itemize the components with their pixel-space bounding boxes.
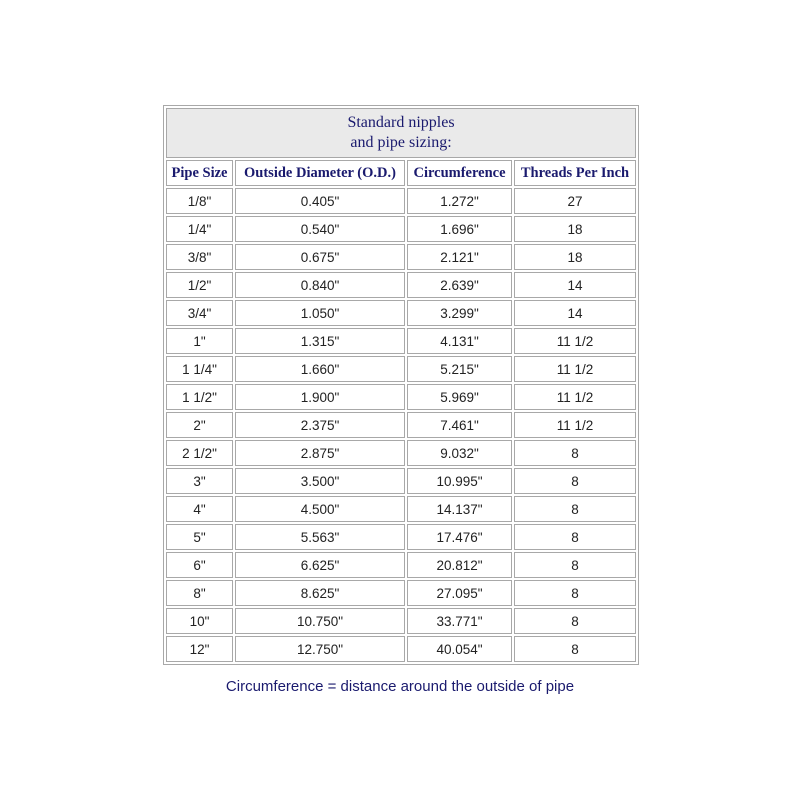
- cell-circumference: 9.032": [407, 440, 512, 466]
- cell-pipe-size: 2": [166, 412, 233, 438]
- table-row: [166, 412, 636, 438]
- cell-outside-diameter: 6.625": [235, 552, 405, 578]
- cell-pipe-size: 10": [166, 608, 233, 634]
- cell-pipe-size: 3": [166, 468, 233, 494]
- header-pipe-size: Pipe Size: [166, 160, 233, 186]
- cell-threads-per-inch: 11 1/2: [514, 384, 636, 410]
- cell-threads-per-inch: 8: [514, 580, 636, 606]
- cell-circumference: 5.215": [407, 356, 512, 382]
- table-row: [166, 300, 636, 326]
- table-row: [166, 552, 636, 578]
- table-title-line-2: and pipe sizing:: [350, 134, 452, 151]
- cell-outside-diameter: 0.675": [235, 244, 405, 270]
- cell-pipe-size: 1/4": [166, 216, 233, 242]
- cell-outside-diameter: 1.900": [235, 384, 405, 410]
- cell-circumference: 10.995": [407, 468, 512, 494]
- cell-pipe-size: 1/2": [166, 272, 233, 298]
- table-row: [166, 524, 636, 550]
- cell-circumference: 5.969": [407, 384, 512, 410]
- cell-outside-diameter: 12.750": [235, 636, 405, 662]
- cell-threads-per-inch: 18: [514, 244, 636, 270]
- cell-circumference: 7.461": [407, 412, 512, 438]
- table-row: [166, 580, 636, 606]
- cell-pipe-size: 1 1/2": [166, 384, 233, 410]
- cell-outside-diameter: 0.840": [235, 272, 405, 298]
- cell-circumference: 4.131": [407, 328, 512, 354]
- cell-threads-per-inch: 27: [514, 188, 636, 214]
- header-threads-per-inch: Threads Per Inch: [514, 160, 636, 186]
- table-title: [166, 108, 636, 158]
- cell-threads-per-inch: 14: [514, 272, 636, 298]
- cell-circumference: 14.137": [407, 496, 512, 522]
- table-row: [166, 272, 636, 298]
- table-body: [166, 188, 636, 662]
- pipe-sizing-table: [163, 105, 639, 665]
- header-circumference: Circumference: [407, 160, 512, 186]
- cell-circumference: 1.696": [407, 216, 512, 242]
- cell-threads-per-inch: 11 1/2: [514, 328, 636, 354]
- cell-threads-per-inch: 8: [514, 524, 636, 550]
- cell-pipe-size: 8": [166, 580, 233, 606]
- cell-circumference: 33.771": [407, 608, 512, 634]
- cell-pipe-size: 1": [166, 328, 233, 354]
- table-row: [166, 440, 636, 466]
- table-row: [166, 468, 636, 494]
- circumference-footnote: Circumference = distance around the outside of pipe: [225, 678, 575, 695]
- cell-circumference: 17.476": [407, 524, 512, 550]
- cell-threads-per-inch: 14: [514, 300, 636, 326]
- cell-outside-diameter: 2.875": [235, 440, 405, 466]
- cell-threads-per-inch: 11 1/2: [514, 356, 636, 382]
- cell-outside-diameter: 1.660": [235, 356, 405, 382]
- cell-outside-diameter: 3.500": [235, 468, 405, 494]
- table-row: [166, 328, 636, 354]
- table-row: [166, 188, 636, 214]
- cell-circumference: 2.639": [407, 272, 512, 298]
- table-row: [166, 608, 636, 634]
- cell-threads-per-inch: 18: [514, 216, 636, 242]
- table-row: [166, 216, 636, 242]
- cell-pipe-size: 6": [166, 552, 233, 578]
- cell-pipe-size: 12": [166, 636, 233, 662]
- cell-threads-per-inch: 8: [514, 608, 636, 634]
- cell-pipe-size: 3/8": [166, 244, 233, 270]
- cell-pipe-size: 3/4": [166, 300, 233, 326]
- cell-outside-diameter: 0.540": [235, 216, 405, 242]
- table-row: [166, 636, 636, 662]
- cell-outside-diameter: 2.375": [235, 412, 405, 438]
- cell-outside-diameter: 1.050": [235, 300, 405, 326]
- cell-outside-diameter: 0.405": [235, 188, 405, 214]
- cell-circumference: 40.054": [407, 636, 512, 662]
- cell-pipe-size: 2 1/2": [166, 440, 233, 466]
- cell-threads-per-inch: 8: [514, 552, 636, 578]
- table-title-row: [166, 108, 636, 158]
- cell-circumference: 20.812": [407, 552, 512, 578]
- cell-threads-per-inch: 8: [514, 636, 636, 662]
- cell-circumference: 1.272": [407, 188, 512, 214]
- cell-outside-diameter: 4.500": [235, 496, 405, 522]
- cell-outside-diameter: 1.315": [235, 328, 405, 354]
- cell-threads-per-inch: 8: [514, 496, 636, 522]
- cell-pipe-size: 4": [166, 496, 233, 522]
- cell-pipe-size: 5": [166, 524, 233, 550]
- cell-pipe-size: 1 1/4": [166, 356, 233, 382]
- cell-threads-per-inch: 8: [514, 440, 636, 466]
- header-outside-diameter: Outside Diameter (O.D.): [235, 160, 405, 186]
- table-row: [166, 384, 636, 410]
- cell-circumference: 3.299": [407, 300, 512, 326]
- table-row: [166, 496, 636, 522]
- table-title-line-1: Standard nipples: [347, 114, 455, 131]
- cell-outside-diameter: 10.750": [235, 608, 405, 634]
- cell-circumference: 27.095": [407, 580, 512, 606]
- table-row: [166, 356, 636, 382]
- cell-pipe-size: 1/8": [166, 188, 233, 214]
- cell-threads-per-inch: 8: [514, 468, 636, 494]
- table-row: [166, 244, 636, 270]
- cell-outside-diameter: 8.625": [235, 580, 405, 606]
- table-header-row: [166, 160, 636, 186]
- cell-outside-diameter: 5.563": [235, 524, 405, 550]
- cell-circumference: 2.121": [407, 244, 512, 270]
- cell-threads-per-inch: 11 1/2: [514, 412, 636, 438]
